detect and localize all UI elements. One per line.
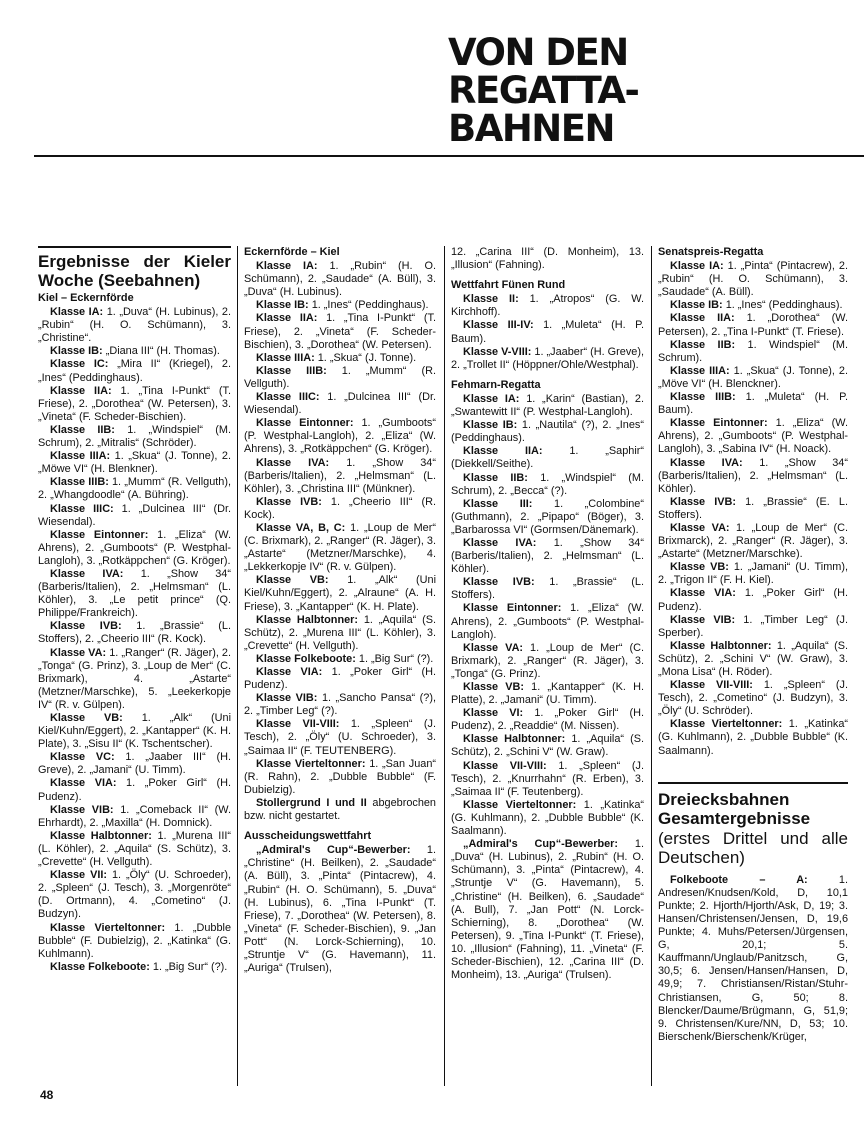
result-entry [244, 352, 436, 365]
results-list [451, 293, 644, 372]
result-text: 1. „Poker Girl“ (H. Pudenz), 2. „Readdie“ (M. Nissen). [451, 707, 645, 733]
class-label: Klasse Eintonner: [50, 528, 149, 541]
class-label: Klasse VIA: [256, 666, 323, 678]
results-box [658, 782, 848, 1044]
class-label: Klasse II: [463, 293, 519, 306]
page-title [448, 31, 678, 150]
result-entry [451, 707, 644, 733]
class-label: Klasse Vierteltonner: [670, 718, 783, 731]
result-text: 1. „Skua“ (J. Tonne), 2. „Möwe VI“ (H. Blenkner). [38, 450, 231, 476]
results-list [244, 260, 436, 823]
class-label: Klasse IIIB: [256, 364, 327, 377]
section-heading: Wettfahrt Fünen Rund [451, 279, 566, 292]
result-text: 1. „Jaaber III“ (H. Greve), 2. „Jamani“ (U. Timm). [38, 751, 231, 777]
result-text: 1. „Poker Girl“ (H. Pudenz). [38, 777, 232, 803]
result-text: 1. „Jaaber“ (H. Greve), 2. „Trollet II“ (Höppner/Ohle/Westphal). [451, 345, 644, 371]
class-label: Klasse IIIA: [670, 364, 730, 377]
result-entry [244, 312, 436, 351]
result-entry [38, 358, 231, 384]
class-label: „Admiral's Cup“-Bewerber: [256, 844, 411, 857]
class-label: Klasse IA: [463, 392, 520, 405]
result-text: 1. „Tina I-Punkt“ (T. Friese), 2. „Dorothea“ (W. Petersen), 3. „Vineta“ (F. Scheder-Bischien). [38, 384, 231, 423]
result-entry [38, 777, 231, 803]
class-label: Klasse IIB: [463, 471, 528, 484]
result-text: 1. „Show 34“ (Barberis/Italien), 2. „Helmsman“ (L. Köhler), 3. „Christina III“ (Münkner). [244, 456, 436, 495]
result-text: 1. „Aquila“ (S. Schütz), 2. „Schini V“ (W. Graw). [451, 733, 645, 759]
class-label: Klasse IIA: [50, 384, 112, 397]
result-entry [244, 457, 436, 496]
result-entry [38, 529, 231, 568]
class-label: Klasse VIA: [670, 587, 736, 600]
class-label: Klasse VB: [670, 561, 729, 574]
result-text: 1. „Eliza“ (W. Ahrens), 2. „Gumboots“ (P. Westphal-Langloh), 3. „Rotkäppchen“ (G. Kröger). [38, 528, 231, 567]
results-list [244, 844, 436, 975]
class-label: Klasse IIIC: [50, 502, 114, 515]
result-entry [658, 365, 848, 391]
class-label: Klasse VB: [463, 681, 525, 693]
class-label: Klasse IIB: [670, 338, 736, 351]
class-label: Klasse IIB: [50, 423, 115, 436]
result-text: 1. „Jamani“ (U. Timm), 2. „Trigon II“ (F. H. Kiel). [658, 561, 848, 587]
result-entry [244, 365, 436, 391]
result-text: 1. „Pinta“ (Pintacrew), 2. „Rubin“ (H. O. Schümann), 3. „Saudade“ (A. Büll). [658, 260, 848, 299]
result-entry [244, 797, 436, 823]
result-text: 1. „Ines“ (Peddinghaus). [722, 299, 843, 312]
result-text: 1. „Dubble Bubble“ (F. Dubielzig), 2. „Katinka“ (G. Kuhlmann). [38, 921, 231, 960]
result-entry [38, 830, 231, 869]
class-label: Klasse VII-VIII: [256, 718, 340, 731]
result-text: 1. „Big Sur“ (?). [149, 960, 228, 973]
result-text: 1. „Windspiel“ (M. Schrum), 2. „Mitralis“ (Schröder). [38, 423, 232, 450]
class-label: Klasse IC: [50, 358, 109, 371]
section-heading: Kiel – Eckernförde [38, 292, 134, 304]
result-text: 1. „Eliza“ (W. Ahrens), 2. „Gumboots“ (P. Westphal-Langloh), 3. „Sabina IV“ (H. Noack). [658, 417, 848, 456]
section-heading: Eckernförde – Kiel [244, 246, 340, 258]
result-entry [451, 838, 644, 982]
class-label: Klasse Eintonner: [256, 417, 354, 430]
result-entry [658, 874, 848, 1044]
result-text: 1. „Skua“ (J. Tonne). [314, 351, 417, 364]
result-entry [38, 450, 231, 476]
result-entry [451, 576, 644, 602]
class-label: Klasse IB: [670, 299, 723, 312]
result-entry [38, 345, 231, 358]
result-entry [38, 961, 231, 974]
class-label: Klasse IIA: [463, 445, 543, 458]
result-text: 1. „Sancho Pansa“ (?), 2. „Timber Leg“ (?). [244, 692, 436, 718]
result-text: 1. „Katinka“ (G. Kuhlmann), 2. „Dubble Bubble“ (K. Saalmann). [658, 718, 848, 757]
class-label: Klasse IIIB: [50, 476, 109, 489]
result-entry [451, 419, 644, 445]
class-label: Klasse VA: [463, 641, 524, 654]
class-label: Klasse VA: [50, 646, 107, 659]
box-heading-sub: (erstes Drittel und alle Deutschen) [658, 828, 848, 868]
class-label: Klasse V-VIII: [463, 345, 532, 358]
result-entry [38, 424, 231, 450]
result-entry [658, 718, 848, 757]
column-divider [444, 246, 445, 1086]
class-label: Klasse IVB: [256, 495, 322, 508]
result-text: 1. „Timber Leg“ (J. Sperber). [658, 613, 848, 639]
result-entry [244, 391, 436, 417]
result-entry [38, 804, 231, 830]
result-entry [244, 614, 436, 653]
result-text: abgebrochen bzw. nicht gestartet. [244, 796, 436, 823]
article-heading: Ergebnisse der Kieler Woche (Seebahnen) [38, 246, 231, 290]
result-text: 1. „San Juan“ (R. Rahn), 2. „Dubble Bubble“ (F. Dubielzig). [244, 757, 436, 796]
result-entry [38, 712, 231, 751]
result-text: 1. „Dulcinea III“ (Dr. Wiesendal). [244, 391, 436, 417]
class-label: Folkeboote – A: [670, 873, 808, 886]
result-text: 1. „Muleta“ (H. P. Baum). [451, 319, 644, 345]
class-label: Klasse IVB: [463, 576, 535, 589]
class-label: Klasse IB: [463, 419, 518, 432]
result-entry [451, 445, 644, 471]
result-text: 1. „Alk“ (Uni Kiel/Kuhn/Eggert), 2. „Alraune“ (A. H. Friese), 3. „Kantapper“ (K. H. Plate). [244, 574, 436, 613]
class-label: Klasse IA: [256, 260, 318, 273]
result-text: 1. „Spleen“ (J. Tesch), 2. „Knurrhahn“ (R. Erben), 3. „Saimaa II“ (F. Teutenberg). [451, 759, 644, 798]
page-number: 48 [40, 1088, 54, 1102]
result-entry [658, 496, 848, 522]
section-heading: Fehmarn-Regatta [451, 378, 541, 391]
class-label: Klasse III-IV: [463, 319, 534, 332]
class-label: Klasse Halbtonner: [670, 639, 772, 652]
class-label: Klasse IVA: [463, 536, 537, 549]
result-text: 1. „Brassie“ (L. Stoffers), 2. „Cheerio III“ (R. Kock). [38, 620, 231, 646]
result-text: 1. „Eliza“ (W. Ahrens), 2. „Gumboots“ (P. Westphal-Langloh). [451, 602, 644, 641]
result-entry [244, 496, 436, 522]
title-line: BAHNEN [448, 107, 615, 150]
result-entry [451, 799, 644, 838]
result-text: 1. „Gumboots“ (P. Westphal-Langloh), 2. „Eliza“ (W. Ahrens), 3. „Rotkäppchen“ (G. Kröger). [244, 417, 436, 456]
result-text: 1. „Tina I-Punkt“ (T. Friese), 2. „Vineta“ (F. Scheder-Bischien), 3. „Dorothea“ (W. Petersen). [244, 312, 436, 351]
class-label: Klasse IVA: [670, 456, 743, 469]
result-entry [658, 522, 848, 561]
class-label: Klasse Halbtonner: [256, 613, 359, 626]
result-entry [244, 522, 436, 574]
column-4 [658, 246, 848, 1044]
result-entry [38, 620, 231, 646]
result-text: 1. „Duva“ (H. Lubinus), 2. „Rubin“ (H. O. Schümann), 3. „Pinta“ (Pintacrew), 4. „Struntje V“ (G. Havemann), 5. „Christine“ (H. Beilken), 6. „Saudade“ (A. Bull), 7. „Jan Pott“ (N. Lorck-Schierning), 8. „Dorothea“ (W. Petersen), 9. „Tina I-Punkt“ (T. Friese), 10. „Illusion“ (Fahning), 11. „Vineta“ (F. Scheder-Bischien), 12. „Carina III“ (D. Monheim), 13. „Auriga“ (Trulsen). [451, 838, 644, 982]
result-entry [244, 692, 436, 718]
result-entry [38, 385, 231, 424]
result-text: 1. „Mumm“ (R. Vellguth). [244, 364, 436, 390]
result-entry [451, 472, 644, 498]
result-text: 1. „Cheerio III“ (R. Kock). [244, 495, 436, 521]
result-text: 1. „Windspiel“ (M. Schrum), 2. „Becca“ (?). [451, 471, 645, 497]
class-label: Klasse VB: [256, 574, 329, 587]
result-entry [658, 391, 848, 417]
class-label: Klasse IIIA: [50, 450, 111, 463]
result-entry [451, 498, 644, 537]
result-text: 1. „Loup de Mer“ (C. Brixmark), 2. „Ranger“ (R. Jäger), 3. „Tonga“ (G. Prinz). [451, 641, 644, 680]
result-entry [244, 666, 436, 692]
class-label: Klasse IIA: [670, 312, 735, 325]
class-label: Klasse IIIB: [670, 391, 736, 404]
result-text: 1. „Poker Girl“ (H. Pudenz). [244, 666, 436, 692]
result-entry [38, 869, 231, 921]
result-text: 1. „Show 34“ (Barberis/Italien), 2. „Helmsman“ (L. Köhler), 3. „Le petit prince“ (Q. Philippe/Frankreich). [38, 567, 231, 620]
result-entry [244, 574, 436, 613]
result-entry [658, 561, 848, 587]
result-entry [244, 844, 436, 975]
column-divider [237, 246, 238, 1086]
result-text: 1. „Alk“ (Uni Kiel/Kuhn/Eggert), 2. „Kantapper“ (K. H. Plate), 3. „Sisu II“ (K. Tschentscher). [38, 712, 231, 751]
result-text: „Diana III“ (H. Thomas). [102, 345, 220, 358]
result-text: 1. „Loup de Mer“ (C. Brixmarck), 2. „Ranger“ (R. Jäger), 3. „Astarte“ (Metzner/Marschke). [658, 521, 848, 561]
result-text: 1. „Spleen“ (J. Tesch), 2. „Cometino“ (J. Budzyn), 3. „Öly“ (U. Schröder). [658, 679, 848, 718]
result-entry [658, 299, 848, 312]
result-text: 1. „Dulcinea III“ (Dr. Wiesendal). [38, 502, 231, 528]
results-list [658, 260, 848, 758]
result-text: 1. „Colombine“ (Guthmann), 2. „Pipapo“ (Böger), 3. „Barbarossa VI“ (Gormsen/Dänemark). [451, 497, 644, 536]
result-entry [244, 417, 436, 456]
result-text: 1. „Aquila“ (S. Schütz), 2. „Murena III“ (L. Köhler), 3. „Crevette“ (H. Vellguth). [244, 613, 437, 652]
class-label: Klasse VIB: [256, 692, 318, 705]
result-text: 1. „Aquila“ (S. Schütz), 2. „Schini V“ (W. Graw), 3. „Mona Lisa“ (H. Röder). [658, 639, 849, 678]
result-text: 1. „Kantapper“ (K. H. Platte), 2. „Jamani“ (U. Timm). [451, 681, 644, 707]
class-label: Klasse VC: [50, 751, 115, 764]
class-label: Klasse Eintonner: [463, 602, 562, 615]
result-text: 1. Windspiel“ (M. Schrum). [658, 338, 848, 364]
results-list [38, 306, 231, 974]
result-entry [658, 417, 848, 456]
result-entry [451, 733, 644, 759]
result-text: 1. „Brassie“ (E. L. Stoffers). [658, 495, 848, 521]
result-text: 1. „Duva“ (H. Lubinus), 2. „Rubin“ (H. O. Schümann), 3. „Christine“. [38, 306, 231, 345]
column-divider [651, 246, 652, 1086]
result-entry [658, 457, 848, 496]
class-label: Klasse IIIC: [256, 391, 320, 404]
result-text: 1. „Nautila“ (?), 2. „Ines“ (Peddinghaus). [451, 419, 644, 445]
class-label: Klasse IIIA: [256, 351, 315, 364]
class-label: Klasse VB: [50, 712, 123, 724]
title-line: VON DEN [448, 31, 628, 74]
header-rule [34, 155, 864, 157]
result-entry [451, 393, 644, 419]
class-label: „Admiral's Cup“-Bewerber: [463, 838, 619, 851]
result-entry [244, 260, 436, 299]
result-text: 1. „Comeback II“ (W. Ehrhardt), 2. „Maxilla“ (H. Domnick). [38, 803, 231, 829]
class-label: Klasse Vierteltonner: [256, 757, 366, 770]
class-label: Klasse VA: [670, 521, 730, 534]
result-entry [38, 503, 231, 529]
class-label: Klasse IVB: [670, 495, 736, 508]
result-entry [451, 346, 644, 372]
class-label: Klasse IA: [670, 260, 724, 273]
result-text: 1. „Muleta“ (H. P. Baum). [658, 391, 849, 417]
section-heading: Senatspreis-Regatta [658, 246, 764, 258]
class-label: Klasse Halbtonner: [50, 829, 152, 842]
class-label: Klasse IVB: [50, 620, 122, 633]
result-text: 1. „Karin“ (Bastian), 2. „Swantewitt II“ (P. Westphal-Langloh). [451, 392, 644, 419]
result-text: 1. Andresen/Knudsen/Kold, D, 10,1 Punkte; 2. Hjorth/Hjorth/Ask, D, 19; 3. Hansen/Christensen/Jensen, D, 19,6 Punkte; 4. Muhs/Petersen/Jürgensen, G, 20,1; 5. Kauffmann/Unglaub/Panitzsch, G, 30,5; 6. Jensen/Hansen/Hansen, D, 49,9; 7. Christiansen/Ristan/Stuhr-Christiansen, G, 50; 8. Blencker/Daume/Brügmann, G, 51,9; 9. Christensen/Kure/NN, D, 53; 10. Bierschenk/Bierschenk/Krüger, [658, 873, 848, 1043]
result-text: 1. „Öly“ (U. Schroeder), 2. „Spleen“ (J. Tesch), 3. „Morgenröte“ (D. Ortmann), 4. „Cometino“ (J. Budzyn). [38, 869, 231, 921]
continued-text: 12. „Carina III“ (D. Monheim), 13. „Illusion“ (Fahning). [451, 246, 644, 272]
class-label: Klasse Vierteltonner: [50, 921, 166, 934]
result-text: 1. „Saphir“ (Diekkell/Seithe). [451, 445, 644, 471]
result-entry [38, 922, 231, 961]
result-text: 1. „Poker Girl“ (H. Pudenz). [658, 587, 848, 613]
result-text: 1. „Ranger“ (R. Jäger), 2. „Tonga“ (G. Prinz), 3. „Loup de Mer“ (C. Brixmark), 4. „Astarte“ (Metzner/Marschke), 5. „Leekerkopje IV“ (R. v. Gülpen). [38, 646, 232, 711]
result-entry [451, 760, 644, 799]
class-label: Klasse VIB: [670, 613, 736, 626]
column-2 [244, 246, 436, 975]
result-entry [658, 640, 848, 679]
class-label: Klasse IB: [256, 299, 309, 312]
result-entry [658, 260, 848, 299]
result-entry [658, 679, 848, 718]
section-heading: Ausscheidungswettfahrt [244, 830, 372, 843]
class-label: Klasse Eintonner: [670, 417, 768, 430]
result-entry [451, 642, 644, 681]
result-text: 1. „Spleen“ (J. Tesch), 2. „Öly“ (U. Schroeder), 3. „Saimaa II“ (F. TEUTENBERG). [244, 718, 436, 757]
result-text: 1. „Christine“ (H. Beilken), 2. „Saudade“ (A. Büll), 3. „Pinta“ (Pintacrew), 4. „Rubin“ (H. O. Schümann), 5. „Duva“ (H. Lubinus), 6. „Tina I-Punkt“ (T. Friese), 7. „Dorothea“ (W. Petersen), 8. „Vineta“ (F. Scheder-Bischien), 9. „Jan Pott“ (N. Lorck-Schierning), 10. „Struntje V“ (G. Havemann), 11. „Auriga“ (Trulsen), [244, 844, 436, 975]
class-label: Klasse VII-VIII: [670, 679, 753, 692]
result-text: 1. „Rubin“ (H. O. Schümann), 2. „Saudade“ (A. Büll), 3. „Duva“ (H. Lubinus). [244, 260, 436, 299]
result-entry [451, 602, 644, 641]
result-entry [658, 587, 848, 613]
box-heading-bold: Dreiecksbahnen Gesamtergebnisse [658, 789, 811, 829]
result-text: 1. „Loup de Mer“ (C. Brixmark), 2. „Ranger“ (R. Jäger), 3. „Astarte“ (Metzner/Marschke), 4. „Lekkerkopje IV“ (R. v. Gülpen). [244, 521, 436, 574]
class-label: Stollergrund I und II [256, 796, 367, 809]
results-list [451, 393, 644, 982]
result-entry [244, 653, 436, 666]
result-entry [658, 312, 848, 338]
result-entry [244, 718, 436, 757]
result-text: 1. „Big Sur“ (?). [355, 652, 434, 665]
class-label: Klasse III: [463, 497, 533, 510]
class-label: Klasse IVA: [50, 567, 124, 580]
result-entry [451, 537, 644, 576]
result-entry [451, 293, 644, 319]
class-label: Klasse VI: [463, 707, 524, 720]
result-text: 1. „Katinka“ (G. Kuhlmann), 2. „Dubble Bubble“ (K. Saalmann). [451, 798, 644, 838]
class-label: Klasse VIB: [50, 803, 114, 816]
column-3 [451, 246, 644, 982]
result-text: 1. „Skua“ (J. Tonne), 2. „Möve VI“ (H. Blenckner). [658, 364, 848, 390]
result-text: 1. „Mumm“ (R. Vellguth), 2. „Whangdoodle“ (A. Bühring). [38, 476, 231, 502]
result-text: 1. „Show 34“ (Barberis/Italien), 2. „Helmsman“ (L. Köhler). [451, 536, 644, 576]
result-entry [38, 306, 231, 345]
class-label: Klasse IB: [50, 345, 103, 358]
class-label: Klasse VII: [50, 869, 108, 882]
result-text: 1. „Dorothea“ (W. Petersen), 2. „Tina I-Punkt“ (T. Friese). [658, 312, 849, 338]
result-entry [658, 614, 848, 640]
result-text: 1. „Brassie“ (L. Stoffers). [451, 576, 644, 602]
class-label: Klasse VA, B, C: [256, 521, 346, 534]
result-text: 1. „Murena III“ (L. Köhler), 2. „Aquila“ (S. Schütz), 3. „Crevette“ (H. Vellguth). [38, 829, 232, 869]
result-entry [38, 476, 231, 502]
column-1 [38, 246, 231, 974]
class-label: Klasse Vierteltonner: [463, 798, 577, 811]
class-label: Klasse IIA: [256, 312, 318, 325]
box-heading [658, 790, 848, 868]
result-entry [38, 647, 231, 712]
result-text: 1. „Ines“ (Peddinghaus). [308, 299, 429, 312]
result-entry [658, 339, 848, 365]
title-line: REGATTA- [448, 69, 639, 112]
result-entry [451, 681, 644, 707]
result-entry [244, 299, 436, 312]
class-label: Klasse Folkeboote: [256, 652, 356, 665]
result-entry [451, 319, 644, 345]
class-label: Klasse Halbtonner: [463, 733, 566, 746]
class-label: Klasse VII-VIII: [463, 759, 547, 772]
result-text: 1. „Atropos“ (G. W. Kirchhoff). [451, 293, 644, 319]
class-label: Klasse IA: [50, 306, 104, 319]
result-entry [38, 751, 231, 777]
result-text: „Mira II“ (Kriegel), 2. „Ines“ (Peddinghaus). [38, 358, 231, 384]
result-text: 1. „Show 34“ (Barberis/Italien), 2. „Helmsman“ (L. Köhler). [658, 456, 848, 495]
class-label: Klasse VIA: [50, 777, 117, 790]
result-entry [38, 568, 231, 620]
class-label: Klasse IVA: [256, 456, 330, 469]
result-entry [244, 758, 436, 797]
class-label: Klasse Folkeboote: [50, 960, 150, 973]
